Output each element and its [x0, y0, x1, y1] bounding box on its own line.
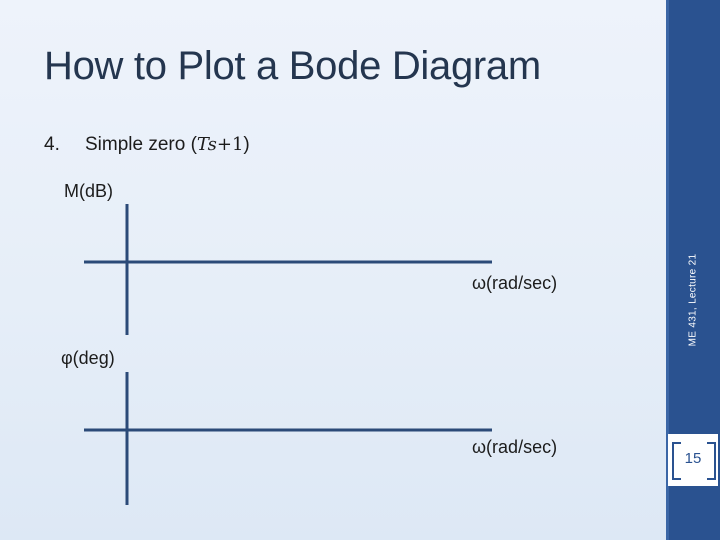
slide-title: How to Plot a Bode Diagram: [44, 44, 541, 88]
page-number: 15: [684, 450, 702, 467]
footer-course-label: ME 431, Lecture 21: [687, 253, 699, 347]
math-constant: +1: [216, 134, 244, 155]
list-item-close: ): [243, 134, 250, 155]
phase-x-label: ω(rad/sec): [472, 437, 558, 457]
phase-y-label: φ(deg): [61, 348, 115, 368]
magnitude-y-label: M(dB): [64, 181, 113, 201]
list-item-number: 4.: [44, 134, 60, 155]
math-variable: Ts: [196, 134, 217, 155]
magnitude-x-label: ω(rad/sec): [472, 273, 558, 293]
list-item-label: Simple zero (: [85, 134, 197, 155]
